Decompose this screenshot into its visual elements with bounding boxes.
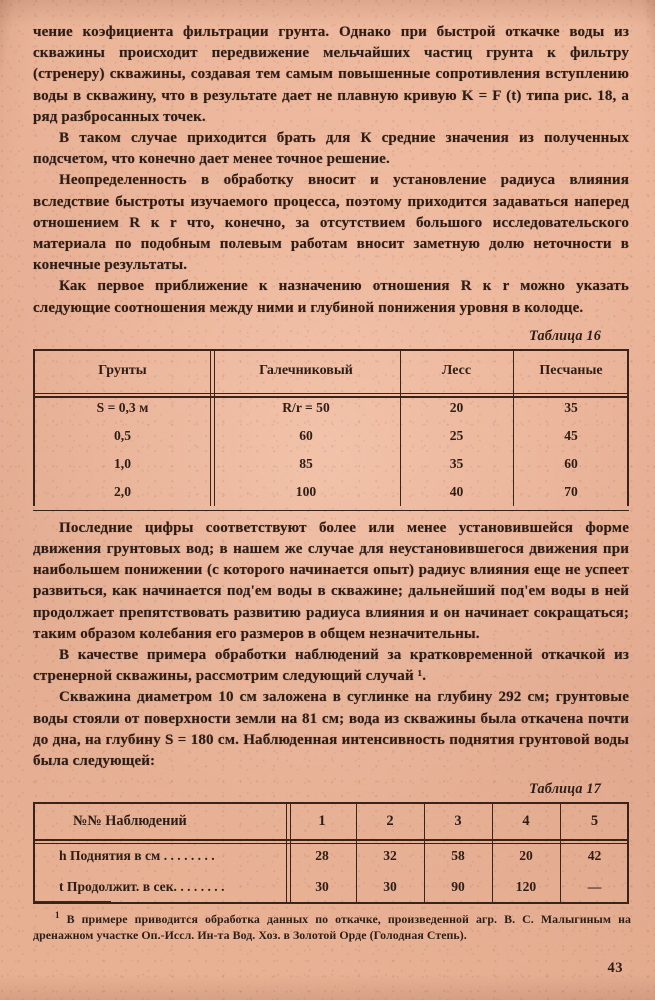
table-16-rule-col3 [513,349,514,506]
table-16-cell: 100 [295,483,317,499]
table-17-header-cell: №№ Наблюдений [73,812,187,829]
table-row-header [33,349,629,394]
table-17-rule-col2 [356,802,357,902]
table-16-rule-col2 [400,349,401,506]
table-17-caption: Таблица 17 [529,781,601,798]
table-17-header-cell: 4 [522,812,530,829]
table-16-cell: 70 [564,483,578,499]
table-17-cell: 30 [383,878,397,894]
table-16-header-cell: Песчаные [539,363,603,379]
table-16-rule-bottom [33,510,629,512]
table-16-cell: 45 [564,427,578,443]
table-17-header-cell: 2 [386,812,394,829]
table-16-cell: 35 [564,399,578,415]
table-row [33,450,629,478]
table-16-wrapper [33,349,629,506]
table-17-wrapper [33,802,629,902]
table-17-cell: 30 [315,878,329,894]
table-16-rule-top [33,349,629,351]
table-16-cell: 85 [299,455,313,471]
table-17-rule-bottom [33,902,629,904]
table-row-header [33,802,629,840]
table-17-rule-col4 [492,802,493,902]
table-17-cell: 120 [515,878,537,894]
table-16-cell: 60 [299,427,313,443]
table-17-header-cell: 3 [454,812,462,829]
table-17-cell: 42 [587,847,602,863]
table-16-header-cell: Грунты [98,363,147,379]
table-row [33,478,629,506]
paragraph-1: чение коэфициента фильтрации грунта. Однако при быстрой откачке воды из скважины происходит передвижение мельчайших частиц грунта к фильтру (стренеру) скважины, создавая тем самым повышенные сопротивления вступлению воды в скважину, что в результате дает не плавную кривую K = F (t) типа рис. 18, а ряд разбросанных точек. [33,24,629,125]
footnote [33,908,631,943]
table-17-cell: 32 [383,847,397,863]
table-17-cell: — [587,878,602,894]
table-16-cell: 2,0 [114,483,131,499]
table-16-rule-header-b [33,396,629,397]
footnote-marker: 1 [55,910,60,920]
table-row [33,871,629,902]
table-16-cell: 60 [564,455,578,471]
table-16-cell: 1,0 [114,455,131,471]
table-16-header-cell: Лесс [441,363,472,379]
table-row [33,840,629,871]
paragraph-7: Скважина диаметром 10 см заложена в суглинке на глубину 292 см; грунтовые воды стояли от поверхности земли на 81 см; вода из скважины была откачена почти до дна, на глубину S = 180 см. Наблюденная интенсивность поднятия грунтовой воды была следующей: [33,689,629,770]
table-16-cell: 0,5 [114,427,131,443]
table-16 [33,349,629,506]
table-row [33,394,629,422]
table-17-row-label: h Поднятия в см . . . . . . . . [59,847,215,863]
table-17-rule-right [627,802,629,902]
table-16-cell: R/r = 50 [282,399,330,415]
table-16-cell: 20 [449,399,464,415]
table-17-rule-col5 [560,802,561,902]
table-row [33,422,629,450]
table-16-cell: 40 [449,483,464,499]
table-17-cell: 20 [519,847,533,863]
page-number: 43 [607,960,623,976]
table-16-rule-col1b [214,349,215,506]
table-17-rule-col1a [286,802,287,902]
paragraph-4: Как первое приближение к назначению отношения R к r можно указать следующие соотношения между ними и глубиной понижения уровня в колодце. [33,278,629,316]
page-content [33,22,629,902]
paragraph-6: В качестве примера обработки наблюдений за кратковременной откачкой из стренерной скважины, рассмотрим следующий случай ¹. [33,647,629,685]
table-17 [33,802,629,902]
table-17-rule-left [33,802,35,902]
table-17-rule-col3 [424,802,425,902]
table-17-header-cell: 5 [590,812,599,829]
table-16-cell: S = 0,3 м [96,399,149,415]
table-16-rule-header-a [33,393,629,395]
table-16-rule-col1a [210,349,211,506]
table-17-cell: 90 [451,878,465,894]
paragraph-3: Неопределенность в обработку вносит и установление радиуса влияния вследствие быстроты изучаемого процесса, поэтому приходится задаваться наперед отношением R к r что, конечно, за отсутствием большого исследовательского материала по подобным полевым работам вносит заметную долю неточности в конечные результаты. [33,172,629,274]
paragraph-5: Последние цифры соответствуют более или менее установившейся форме движения грунтовых вод; в нашем же случае для неустановившегося движения при наибольшем понижении (с которого начинается опыт) радиус влияния еще не успеет развиться, как начинается под'ем воды в скважине; дальнейший под'ем воды в ней продолжает препятствовать развитию радиуса влияния и он начинает сокращаться; таким образом колебания его размеров в общем незначительны. [33,519,629,642]
footnote-separator-rule [33,901,111,902]
table-17-rule-header-b [33,843,629,844]
table-17-row-label: t Продолжит. в сек. . . . . . . . [59,878,225,894]
table-17-rule-col1b [290,802,291,902]
table-17-header-cell: 1 [318,812,326,829]
paragraph-2: В таком случае приходится брать для К средние значения из полученных подсчетом, что конечно дает менее точное решение. [33,130,629,168]
table-17-cell: 58 [451,847,465,863]
table-16-rule-left [33,349,35,506]
table-17-rule-header-a [33,839,629,841]
table-16-cell: 35 [449,455,464,471]
table-17-rule-top [33,802,629,804]
table-16-header-cell: Галечниковый [259,363,353,379]
footnote-text: В примере приводится обработка данных по откачке, произведенной агр. В. С. Малыгиным на дренажном участке Оп.-Иссл. Ин-та Вод. Хоз. в Золотой Орде (Голодная Степь). [33,911,631,942]
table-17-cell: 28 [315,847,329,863]
table-16-caption: Таблица 16 [529,327,601,344]
table-16-cell: 25 [449,427,464,443]
table-16-rule-right [627,349,629,506]
